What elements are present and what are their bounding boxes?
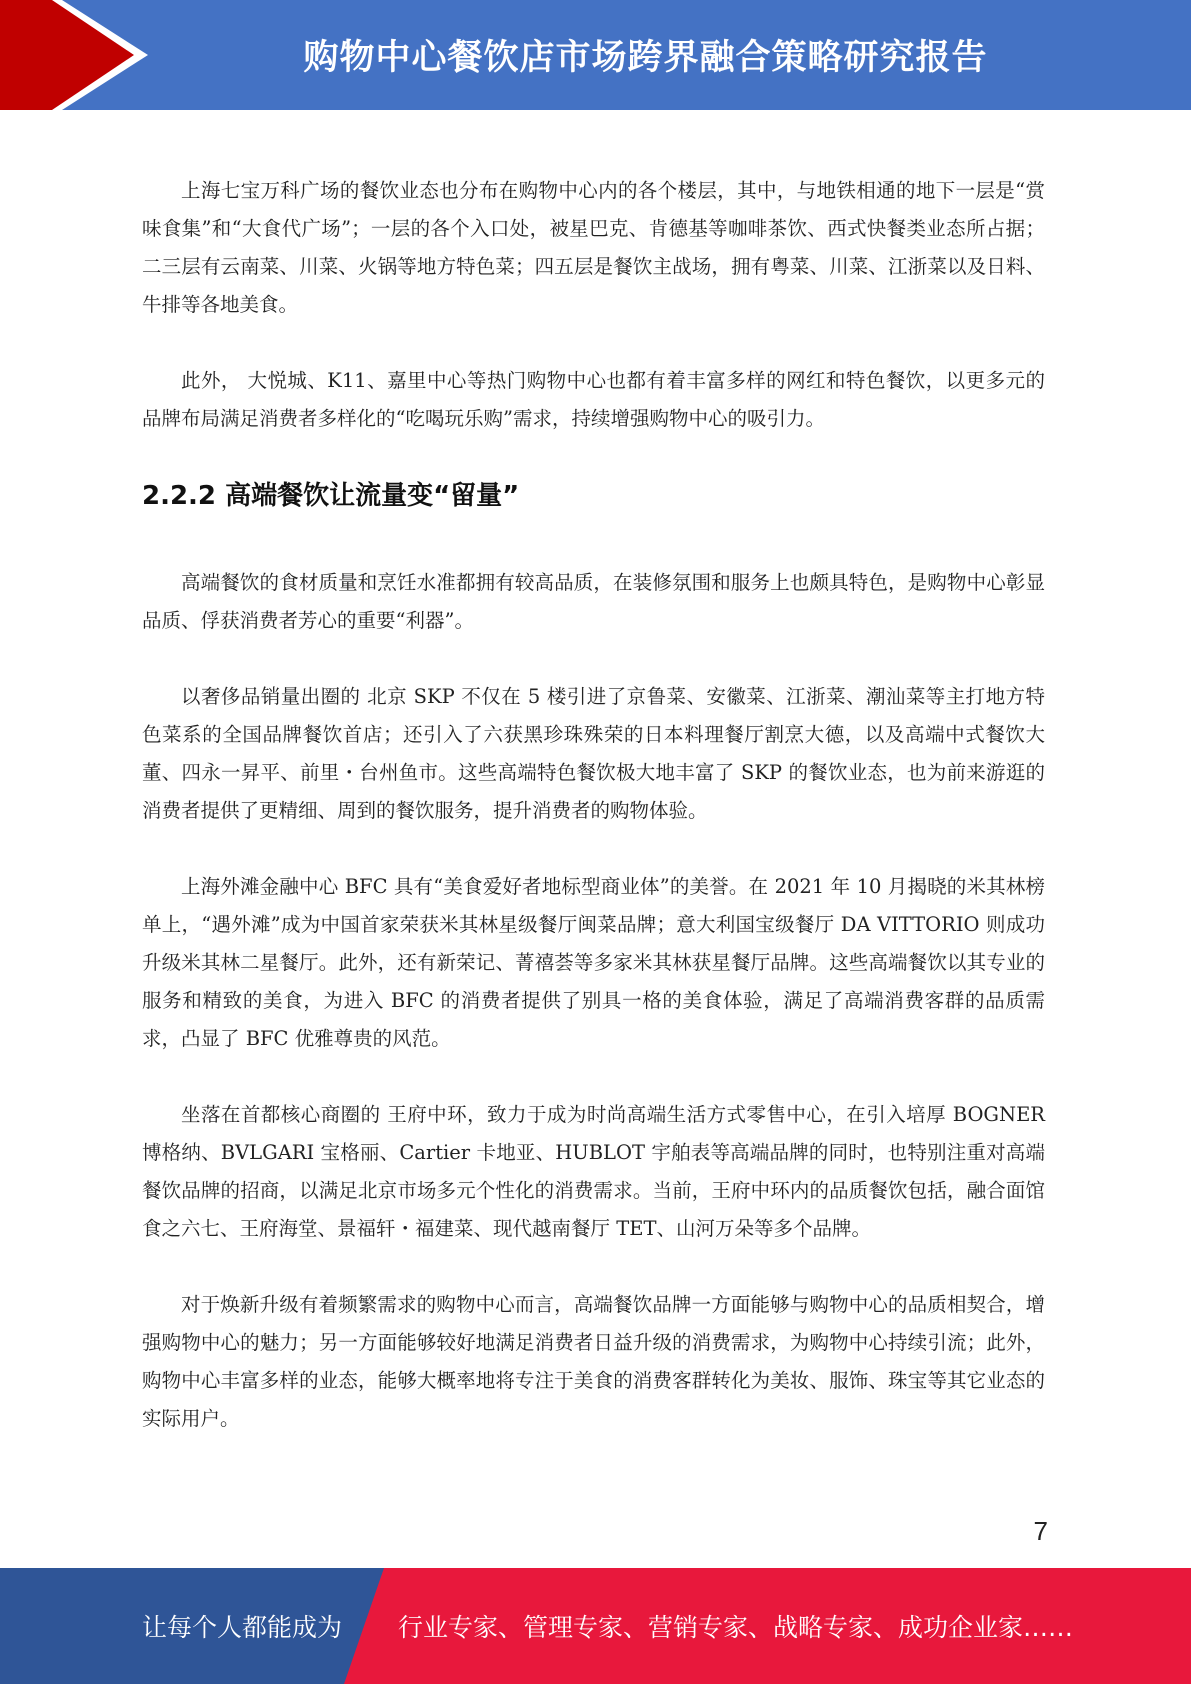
footer-slogan-right: 行业专家、管理专家、营销专家、战略专家、成功企业家…… [398,1613,1074,1642]
footer-slogan-left: 让每个人都能成为 [142,1613,343,1642]
section-heading: 2.2.2 高端餐饮让流量变“留量” [142,481,520,511]
page-number: 7 [1033,1516,1048,1546]
paragraph: 坐落在首都核心商圈的 王府中环，致力于成为时尚高端生活方式零售中心，在引入培厚 BOGNER 博格纳、BVLGARI 宝格丽、Cartier 卡地亚、HUBLOT 宇舶表等高端品牌的同时，也特别注重对高端餐饮品牌的招商，以满足北京市场多元个性化的消费需求。当前，王府中环内的品质餐饮包括，融合面馆食之六七、王府海堂、景福轩・福建菜、现代越南餐厅 TET、山河万朵等多个品牌。 [142,1103,1045,1240]
header-bar [0,0,1191,110]
main-content [142,172,1045,1476]
paragraph: 上海外滩金融中心 BFC 具有“美食爱好者地标型商业体”的美誉。在 2021 年 10 月揭晓的米其林榜单上，“遇外滩”成为中国首家荣获米其林星级餐厅闽菜品牌；意大利国宝级餐厅 DA VITTORIO 则成功升级米其林二星餐厅。此外，还有新荣记、菁禧荟等多家米其林获星餐厅品牌。这些高端餐饮以其专业的服务和精致的美食，为进入 BFC 的消费者提供了别具一格的美食体验，满足了高端消费客群的品质需求，凸显了 BFC 优雅尊贵的风范。 [142,875,1045,1050]
paragraph: 此外， 大悦城、K11、嘉里中心等热门购物中心也都有着丰富多样的网红和特色餐饮，以更多元的品牌布局满足消费者多样化的“吃喝玩乐购”需求，持续增强购物中心的吸引力。 [142,369,1045,430]
paragraph: 对于焕新升级有着频繁需求的购物中心而言，高端餐饮品牌一方面能够与购物中心的品质相契合，增强购物中心的魅力；另一方面能够较好地满足消费者日益升级的消费需求，为购物中心持续引流；此外，购物中心丰富多样的业态，能够大概率地将专注于美食的消费客群转化为美妆、服饰、珠宝等其它业态的实际用户。 [142,1293,1045,1430]
paragraph: 以奢侈品销量出圈的 北京 SKP 不仅在 5 楼引进了京鲁菜、安徽菜、江浙菜、潮汕菜等主打地方特色菜系的全国品牌餐饮首店；还引入了六获黑珍珠殊荣的日本料理餐厅割烹大德，以及高端中式餐饮大董、四永一昇平、前里・台州鱼市。这些高端特色餐饮极大地丰富了 SKP 的餐饮业态，也为前来游逛的消费者提供了更精细、周到的餐饮服务，提升消费者的购物体验。 [142,685,1045,822]
paragraph: 上海七宝万科广场的餐饮业态也分布在购物中心内的各个楼层，其中，与地铁相通的地下一层是“赏味食集”和“大食代广场”；一层的各个入口处，被星巴克、肯德基等咖啡茶饮、西式快餐类业态所占据；二三层有云南菜、川菜、火锅等地方特色菜；四五层是餐饮主战场，拥有粤菜、川菜、江浙菜以及日料、牛排等各地美食。 [142,179,1045,316]
paragraph: 高端餐饮的食材质量和烹饪水准都拥有较高品质，在装修氛围和服务上也颇具特色，是购物中心彰显品质、俘获消费者芳心的重要“利器”。 [142,571,1045,632]
report-title: 购物中心餐饮店市场跨界融合策略研究报告 [303,38,988,78]
footer-bar [0,1568,1191,1684]
